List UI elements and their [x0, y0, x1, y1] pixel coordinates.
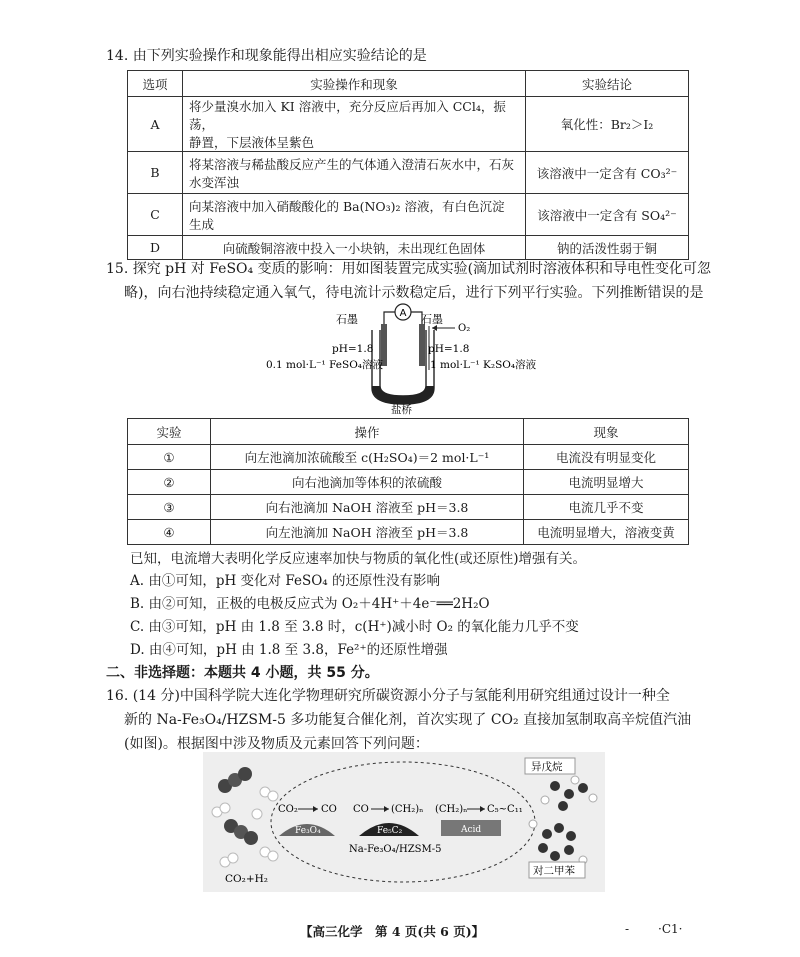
- q16-line2: 新的 Na-Fe₃O₄/HZSM-5 多功能复合催化剂，首次实现了 CO₂ 直接加氢制取高辛烷值汽油: [124, 712, 692, 728]
- step-co-1: CO: [321, 804, 337, 815]
- row-no: ①: [128, 445, 211, 470]
- step-co-2: CO: [353, 804, 369, 815]
- gas-label: O₂: [458, 323, 471, 334]
- q15-stem-line2: 略)，向右池持续稳定通入氧气，待电流计示数稳定后，进行下列平行实验。下列推断错误的是: [124, 285, 704, 301]
- table-row: [128, 194, 689, 236]
- row-operation: 将某溶液与稀盐酸反应产生的气体通入澄清石灰水中，石灰 水变浑浊: [183, 152, 526, 194]
- row-option: A: [128, 97, 183, 152]
- step-co2: CO₂: [278, 804, 298, 815]
- page-footer: 【高三化学 第 4 页(共 6 页)】: [300, 924, 485, 939]
- right-solution-label: 1 mol·L⁻¹ K₂SO₄溶液: [430, 359, 537, 371]
- footer-mark: -: [625, 922, 630, 936]
- row-operation: 向右池滴加等体积的浓硫酸: [211, 470, 524, 495]
- q15-option-d: D. 由④可知，pH 由 1.8 至 3.8，Fe²⁺的还原性增强: [130, 642, 448, 658]
- footer-code: ·C1·: [658, 922, 683, 936]
- q14-stem: 14. 由下列实验操作和现象能得出相应实验结论的是: [106, 48, 427, 64]
- q15-stem-line1: 15. 探究 pH 对 FeSO₄ 变质的影响：用如图装置完成实验(滴加试剂时溶液体积和导电性变化可忽: [106, 261, 712, 277]
- row-operation: 向右池滴加 NaOH 溶液至 pH＝3.8: [211, 495, 524, 520]
- electrochemical-cell-figure: [260, 300, 550, 415]
- row-no: ④: [128, 520, 211, 545]
- row-operation: 向硫酸铜溶液中投入一小块钠，未出现红色固体: [183, 236, 526, 260]
- table-row: [128, 236, 689, 260]
- q15-option-a: A. 由①可知，pH 变化对 FeSO₄ 的还原性没有影响: [130, 573, 440, 589]
- row-option: B: [128, 152, 183, 194]
- row-operation: 向左池滴加 NaOH 溶液至 pH＝3.8: [211, 520, 524, 545]
- isopentane-label: 异戊烷: [531, 761, 563, 773]
- left-ph-label: pH=1.8: [332, 343, 374, 355]
- row-phenomenon: 电流明显增大: [524, 470, 689, 495]
- q15-option-c: C. 由③可知，pH 由 1.8 至 3.8 时，c(H⁺)减小时 O₂ 的氧化能力几乎不变: [130, 619, 579, 635]
- q15-header-operation: 操作: [211, 419, 524, 445]
- row-operation: 将少量溴水加入 KI 溶液中，充分反应后再加入 CCl₄，振荡， 静置，下层液体呈紫色: [183, 97, 526, 152]
- q15-note: 已知，电流增大表明化学反应速率加快与物质的氧化性(或还原性)增强有关。: [130, 551, 587, 567]
- row-operation: 向某溶液中加入硝酸酸化的 Ba(NO₃)₂ 溶液，有白色沉淀 生成: [183, 194, 526, 236]
- table-row: [128, 97, 689, 152]
- q14-table: [127, 70, 689, 260]
- table-row: [128, 495, 689, 520]
- q15-header-no: 实验: [128, 419, 211, 445]
- step-ch2n-2: (CH₂)ₙ: [435, 804, 468, 815]
- row-phenomenon: 电流几乎不变: [524, 495, 689, 520]
- p-xylene-label: 对二甲苯: [533, 865, 575, 877]
- q15-option-b: B. 由②可知，正极的电极反应式为 O₂＋4H⁺＋4e⁻══2H₂O: [130, 596, 490, 612]
- fe3o4-label: Fe₃O₄: [295, 826, 321, 836]
- feed-label: CO₂+H₂: [225, 873, 269, 885]
- step-product: C₅~C₁₁: [487, 804, 523, 815]
- row-option: D: [128, 236, 183, 260]
- section-heading: 二、非选择题：本题共 4 小题，共 55 分。: [106, 665, 379, 681]
- table-row: [128, 520, 689, 545]
- q14-header-conclusion: 实验结论: [526, 71, 689, 97]
- row-operation: 向左池滴加浓硫酸至 c(H₂SO₄)＝2 mol·L⁻¹: [211, 445, 524, 470]
- ammeter-label: A: [399, 308, 407, 319]
- row-conclusion: 钠的活泼性弱于铜: [526, 236, 689, 260]
- row-conclusion: 该溶液中一定含有 SO₄²⁻: [526, 194, 689, 236]
- row-no: ②: [128, 470, 211, 495]
- row-conclusion: 该溶液中一定含有 CO₃²⁻: [526, 152, 689, 194]
- q14-header-operation: 实验操作和现象: [183, 71, 526, 97]
- acid-label: Acid: [461, 825, 482, 835]
- row-option: C: [128, 194, 183, 236]
- table-row: [128, 445, 689, 470]
- row-no: ③: [128, 495, 211, 520]
- table-row: [128, 152, 689, 194]
- salt-bridge-label: 盐桥: [391, 404, 412, 415]
- q15-header-phenomenon: 现象: [524, 419, 689, 445]
- row-phenomenon: 电流没有明显变化: [524, 445, 689, 470]
- right-electrode-label: 石墨: [421, 313, 443, 326]
- step-ch2n-1: (CH₂)ₙ: [391, 804, 424, 815]
- right-electrode: [419, 324, 425, 366]
- right-ph-label: pH=1.8: [428, 343, 470, 355]
- q16-line1: 16. (14 分)中国科学院大连化学物理研究所碳资源小分子与氢能利用研究组通过设计一种全: [106, 688, 670, 704]
- fe5c2-label: Fe₅C₂: [377, 826, 403, 836]
- table-row: [128, 470, 689, 495]
- catalyst-label: Na-Fe₃O₄/HZSM-5: [349, 844, 442, 855]
- catalyst-figure: [203, 752, 605, 892]
- left-electrode-label: 石墨: [336, 313, 358, 326]
- q15-table: [127, 418, 689, 545]
- q14-header-option: 选项: [128, 71, 183, 97]
- left-solution-label: 0.1 mol·L⁻¹ FeSO₄溶液: [266, 359, 384, 371]
- row-phenomenon: 电流明显增大，溶液变黄: [524, 520, 689, 545]
- row-conclusion: 氧化性：Br₂＞I₂: [526, 97, 689, 152]
- q16-line3: (如图)。根据图中涉及物质及元素回答下列问题：: [124, 736, 429, 752]
- left-wire: [384, 312, 395, 326]
